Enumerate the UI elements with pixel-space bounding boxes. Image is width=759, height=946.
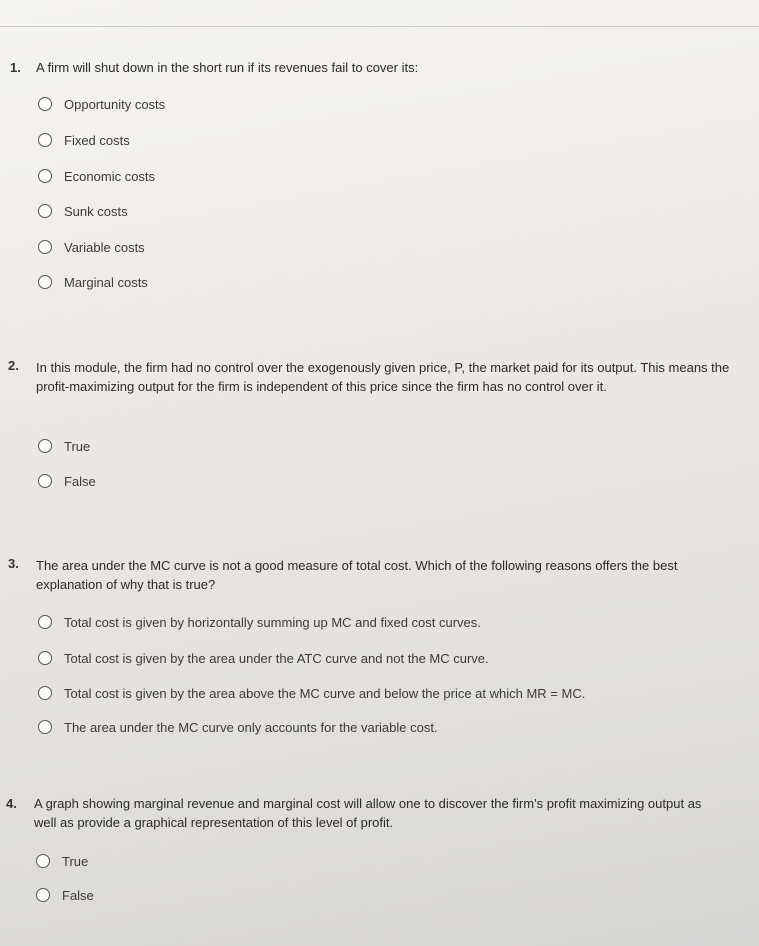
option-label: Total cost is given by the area under the ATC curve and not the MC curve.	[64, 650, 489, 666]
option-label: Economic costs	[64, 168, 156, 184]
question-number: 3.	[8, 556, 19, 571]
radio-button[interactable]	[38, 615, 52, 629]
option-label: The area under the MC curve only accounts for the variable cost.	[64, 719, 438, 735]
answer-option-fixed-costs[interactable]	[38, 130, 130, 150]
answer-option-false[interactable]	[38, 471, 96, 491]
radio-button[interactable]	[38, 97, 52, 111]
radio-button[interactable]	[36, 854, 50, 868]
radio-button[interactable]	[36, 888, 50, 902]
question-text: The area under the MC curve is not a good measure of total cost. Which of the following reasons offers the best explanation of why that is true?	[36, 558, 678, 592]
radio-button[interactable]	[38, 133, 52, 147]
answer-option-true[interactable]	[38, 436, 90, 456]
option-label: Sunk costs	[64, 203, 128, 219]
option-label: Total cost is given by the area above the MC curve and below the price at which MR = MC.	[64, 685, 586, 701]
radio-button[interactable]	[38, 204, 52, 218]
answer-option-sunk-costs[interactable]	[38, 201, 128, 221]
radio-button[interactable]	[38, 651, 52, 665]
answer-option-area-above-mc[interactable]	[38, 683, 585, 703]
radio-button[interactable]	[38, 686, 52, 700]
answer-option-marginal-costs[interactable]	[38, 272, 148, 292]
answer-option-atc-area[interactable]	[38, 648, 489, 668]
answer-option-variable-cost-only[interactable]	[38, 717, 438, 737]
answer-option-opportunity-costs[interactable]	[38, 94, 165, 114]
radio-button[interactable]	[38, 474, 52, 488]
option-label: True	[62, 853, 89, 869]
option-label: Variable costs	[64, 239, 145, 255]
radio-button[interactable]	[38, 169, 52, 183]
question-number: 4.	[6, 796, 17, 811]
radio-button[interactable]	[38, 720, 52, 734]
top-divider	[0, 26, 759, 27]
answer-option-variable-costs[interactable]	[38, 237, 145, 257]
option-label: Total cost is given by horizontally summing up MC and fixed cost curves.	[64, 614, 481, 630]
question-text: A graph showing marginal revenue and marginal cost will allow one to discover the firm’s profit maximizing output as well as provide a graphical representation of this level of profit.	[34, 796, 702, 830]
answer-option-false[interactable]	[36, 885, 94, 905]
option-label: Marginal costs	[64, 274, 148, 290]
option-label: False	[64, 473, 96, 489]
question-number: 1.	[10, 60, 21, 75]
question-number: 2.	[8, 358, 19, 373]
radio-button[interactable]	[38, 240, 52, 254]
question-text: In this module, the firm had no control over the exogenously given price, P, the market paid for its output. This means the profit-maximizing output for the firm is independent of this price since the firm has no control over it.	[36, 360, 730, 394]
answer-option-economic-costs[interactable]	[38, 166, 155, 186]
radio-button[interactable]	[38, 275, 52, 289]
question-text: A firm will shut down in the short run if its revenues fail to cover its:	[36, 60, 419, 75]
answer-option-horizontal-sum[interactable]	[38, 612, 481, 632]
answer-option-true[interactable]	[36, 851, 88, 871]
option-label: Opportunity costs	[64, 96, 166, 112]
option-label: False	[62, 887, 94, 903]
option-label: Fixed costs	[64, 132, 130, 148]
radio-button[interactable]	[38, 439, 52, 453]
option-label: True	[64, 438, 91, 454]
